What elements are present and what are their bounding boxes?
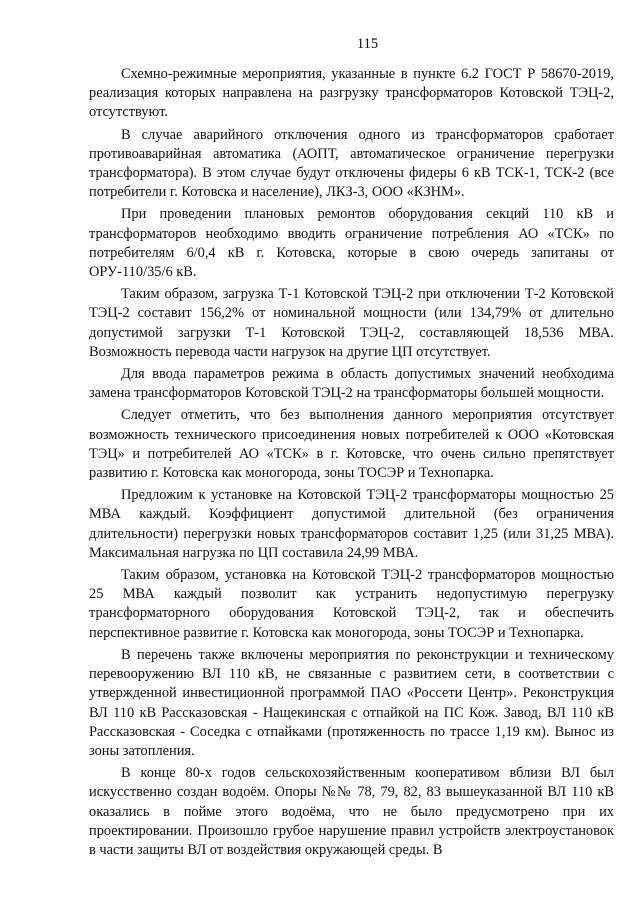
page-number: 115 — [356, 36, 379, 52]
paragraph-emergency-shutdown: В случае аварийного отключения одного из трансформаторов сработает противоаварийная автоматика (АОПТ, автоматическое ограничение перегрузки трансформатора). В этом случае будут отключены фидеры 6 кВ ТСК-1, ТСК-2 (все потребители г. Котовска и население), ЛКЗ-3, ООО «КЗНМ». — [89, 126, 614, 201]
paragraph-reservoir: В конце 80-х годов сельскохозяйственным кооперативом вблизи ВЛ был искусственно создан водоём. Опоры №№ 78, 79, 82, 83 вышеуказанной ВЛ 110 кВ оказались в пойме этого водоёма, что не было предусмотрено при их проектировании. Произошло грубое нарушение правил устройств электроустановок в части защиты ВЛ от воздействия окружающей среды. В — [89, 765, 614, 858]
paragraph-transformer-load: Таким образом, загрузка Т-1 Котовской ТЭЦ-2 при отключении Т-2 Котовской ТЭЦ-2 составит 156,2% от номинальной мощности (или 134,79% от длительно допустимой загрузки Т-1 Котовской ТЭЦ-2, составляющей 18,536 МВА. Возможность перевода части нагрузок на другие ЦП отсутствует. — [89, 286, 614, 360]
paragraph-proposed-transformers: Предложим к установке на Котовской ТЭЦ-2 трансформаторы мощностью 25 МВА каждый. Коэффициент допустимой длительной (без ограничения длительности) перегрузки новых трансформаторов составит 1,25 (или 31,25 МВА). Максимальная нагрузка по ЦП составила 24,99 МВА. — [89, 487, 614, 561]
paragraph-line-reconstruction: В перечень также включены мероприятия по реконструкции и техническому перевооружению ВЛ 110 кВ, не связанные с развитием сети, в соответствии с утвержденной инвестиционной программой ПАО «Россети Центр». Реконструкция ВЛ 110 кВ Рассказовская - Нащекинская с отпайкой на ПС Кож. Завод, ВЛ 110 кВ Рассказовская - Соседка с отпайками (протяженность по трассе 1,19 км). Вынос из зоны затопления. — [89, 646, 614, 759]
paragraph-schematic-measures: Схемно-режимные мероприятия, указанные в пункте 6.2 ГОСТ Р 58670-2019, реализация которых направлена на разгрузку трансформаторов Котовской ТЭЦ-2, отсутствуют. — [89, 66, 614, 121]
paragraph-connection-impossible: Следует отметить, что без выполнения данного мероприятия отсутствует возможность технического присоединения новых потребителей к ООО «Котовская ТЭЦ» и потребителей АО «ТСК» в г. Котовске, что очень сильно препятствует развитию г. Котовска как моногорода, зоны ТОСЭР и Технопарка. — [89, 407, 614, 482]
paragraph-replacement-needed: Для ввода параметров режима в область допустимых значений необходима замена трансформаторов Котовской ТЭЦ-2 на трансформаторы большей мощности. — [89, 366, 614, 402]
paragraph-conclusion: Таким образом, установка на Котовской ТЭЦ-2 трансформаторов мощностью 25 МВА каждый позволит как устранить недопустимую перегрузку трансформаторного оборудования Котовской ТЭЦ-2, так и обеспечить перспективное развитие г. Котовска как моногорода, зоны ТОСЭР и Технопарка. — [89, 567, 614, 641]
paragraph-planned-repairs: При проведении плановых ремонтов оборудования секций 110 кВ и трансформаторов необходимо вводить ограничение потребления АО «ТСК» по потребителям 6/0,4 кВ г. Котовска, которые в свою очередь запитаны от ОРУ-110/35/6 кВ. — [89, 206, 614, 281]
